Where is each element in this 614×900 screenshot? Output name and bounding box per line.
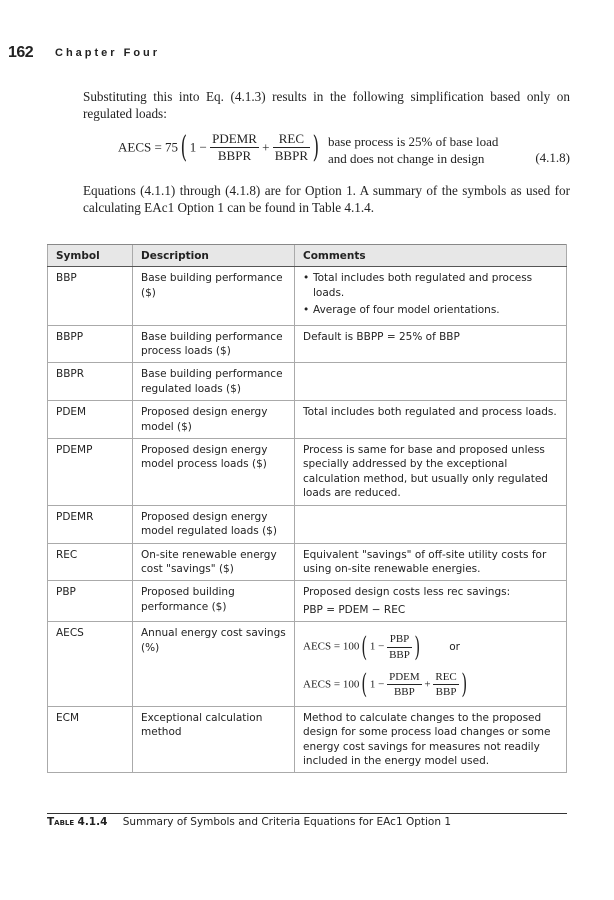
intro-paragraph: Substituting this into Eq. (4.1.3) results in the following simplification based only on regulated loads: [83,89,570,121]
right-paren: ) [414,631,421,663]
symbol-cell: BBPR [48,363,133,401]
fraction-pbp-bbp [387,632,412,662]
description-cell: Proposed design energy model ($) [133,401,295,439]
symbol-cell: AECS [48,622,133,707]
comment-cell: Total includes both regulated and process loads. [295,401,567,439]
comment-bullet-list [303,271,558,317]
left-paren: ( [180,129,188,165]
table-row [48,363,567,401]
left-paren: ( [361,669,368,701]
fraction-numerator: REC [435,670,457,683]
fraction-pdemr-bbpr [210,131,259,164]
equation-lhs: AECS = 75 [118,139,179,155]
description-cell: Proposed building performance ($) [133,581,295,622]
description-cell: Annual energy cost savings (%) [133,622,295,707]
equation-one-minus: 1 − [189,139,207,155]
symbol-cell: ECM [48,706,133,773]
description-cell: Base building performance ($) [133,267,295,325]
comment-cell: Method to calculate changes to the proposed design for some process load changes or some energy cost savings for measures not readily included in the energy model used. [295,706,567,773]
description-cell: Exceptional calculation method [133,706,295,773]
fraction-rec-bbp [433,670,458,700]
comment-cell [295,622,567,707]
caption-text: Summary of Symbols and Criteria Equations for EAc1 Option 1 [122,816,452,828]
fraction-numerator: PBP [389,633,410,646]
formula-plus: + [424,678,431,691]
formula-one-minus: 1 − [369,678,385,691]
fraction-numerator: PDEMR [212,131,257,146]
left-paren: ( [361,631,368,663]
formula-lhs: AECS = 100 [303,678,360,691]
page-header [8,44,161,62]
table-row [48,505,567,543]
table-row [48,543,567,581]
equation-note-line: base process is 25% of base load [328,134,499,149]
description-cell: Base building performance process loads ($) [133,325,295,363]
table-row [48,401,567,439]
symbol-cell: PDEMR [48,505,133,543]
table-row [48,581,567,622]
table-row [48,706,567,773]
formula-lhs: AECS = 100 [303,640,360,653]
fraction-denominator: BBP [433,684,458,699]
column-header-symbol: Symbol [48,245,133,267]
symbol-cell: REC [48,543,133,581]
caption-label: Table [47,816,75,828]
equation-note [328,133,498,167]
comment-cell: Default is BBPP = 25% of BBP [295,325,567,363]
table-row [48,325,567,363]
table-row [48,622,567,707]
symbol-cell: PDEM [48,401,133,439]
symbol-cell: BBPP [48,325,133,363]
fraction-numerator: REC [278,131,305,146]
bullet-item: • Average of four model orientations. [303,303,558,317]
caption-number: 4.1.4 [77,816,108,828]
fraction-pdem-bbp [387,670,422,700]
aecs-formula-1 [303,632,558,662]
aecs-formula-2 [303,670,558,700]
chapter-title: Chapter Four [55,47,161,59]
formula-one-minus: 1 − [369,640,385,653]
symbol-cell: PDEMP [48,439,133,506]
column-header-description: Description [133,245,295,267]
description-cell: On-site renewable energy cost "savings" ($) [133,543,295,581]
comment-cell [295,363,567,401]
fraction-numerator: PDEM [389,670,420,683]
page-number: 162 [8,44,34,61]
caption-rule [47,813,567,814]
fraction-denominator: BBPR [274,148,309,163]
description-cell: Proposed design energy model process loads ($) [133,439,295,506]
comment-cell [295,267,567,325]
comment-text: Proposed design costs less rec savings: [303,586,511,599]
equation-4-1-8 [118,131,570,171]
comment-cell [295,581,567,622]
bullet-item: • Total includes both regulated and process loads. [303,271,558,300]
fraction-denominator: BBPR [210,147,259,164]
column-header-comments: Comments [295,245,567,267]
table-row [48,439,567,506]
right-paren: ) [312,129,320,165]
comment-formula: PBP = PDEM − REC [303,603,406,616]
table-caption [47,816,451,828]
symbol-cell: PBP [48,581,133,622]
fraction-rec-bbpr [273,131,310,164]
comment-cell [295,505,567,543]
fraction-denominator: BBP [389,648,410,661]
comment-cell: Process is same for base and proposed unless specially addressed by the exceptional calculation method, but usually only regulated loads are reduced. [295,439,567,506]
formula-or: or [449,640,460,653]
description-cell: Base building performance regulated loads ($) [133,363,295,401]
equation-formula [118,131,322,164]
description-cell: Proposed design energy model regulated loads ($) [133,505,295,543]
equation-plus: + [262,139,270,155]
comment-cell: Equivalent "savings" of off-site utility costs for using on-site renewable energies. [295,543,567,581]
right-paren: ) [461,669,467,701]
table-row [48,267,567,325]
symbol-cell: BBP [48,267,133,325]
fraction-denominator: BBP [387,684,422,699]
symbols-table [47,244,567,773]
summary-paragraph: Equations (4.1.1) through (4.1.8) are for Option 1. A summary of the symbols as used for calculating EAc1 Option 1 can be found in Table 4.1.4. [83,183,570,215]
table-header-row [48,245,567,267]
equation-note-line: and does not change in design [328,151,485,166]
equation-number: (4.1.8) [535,150,570,165]
